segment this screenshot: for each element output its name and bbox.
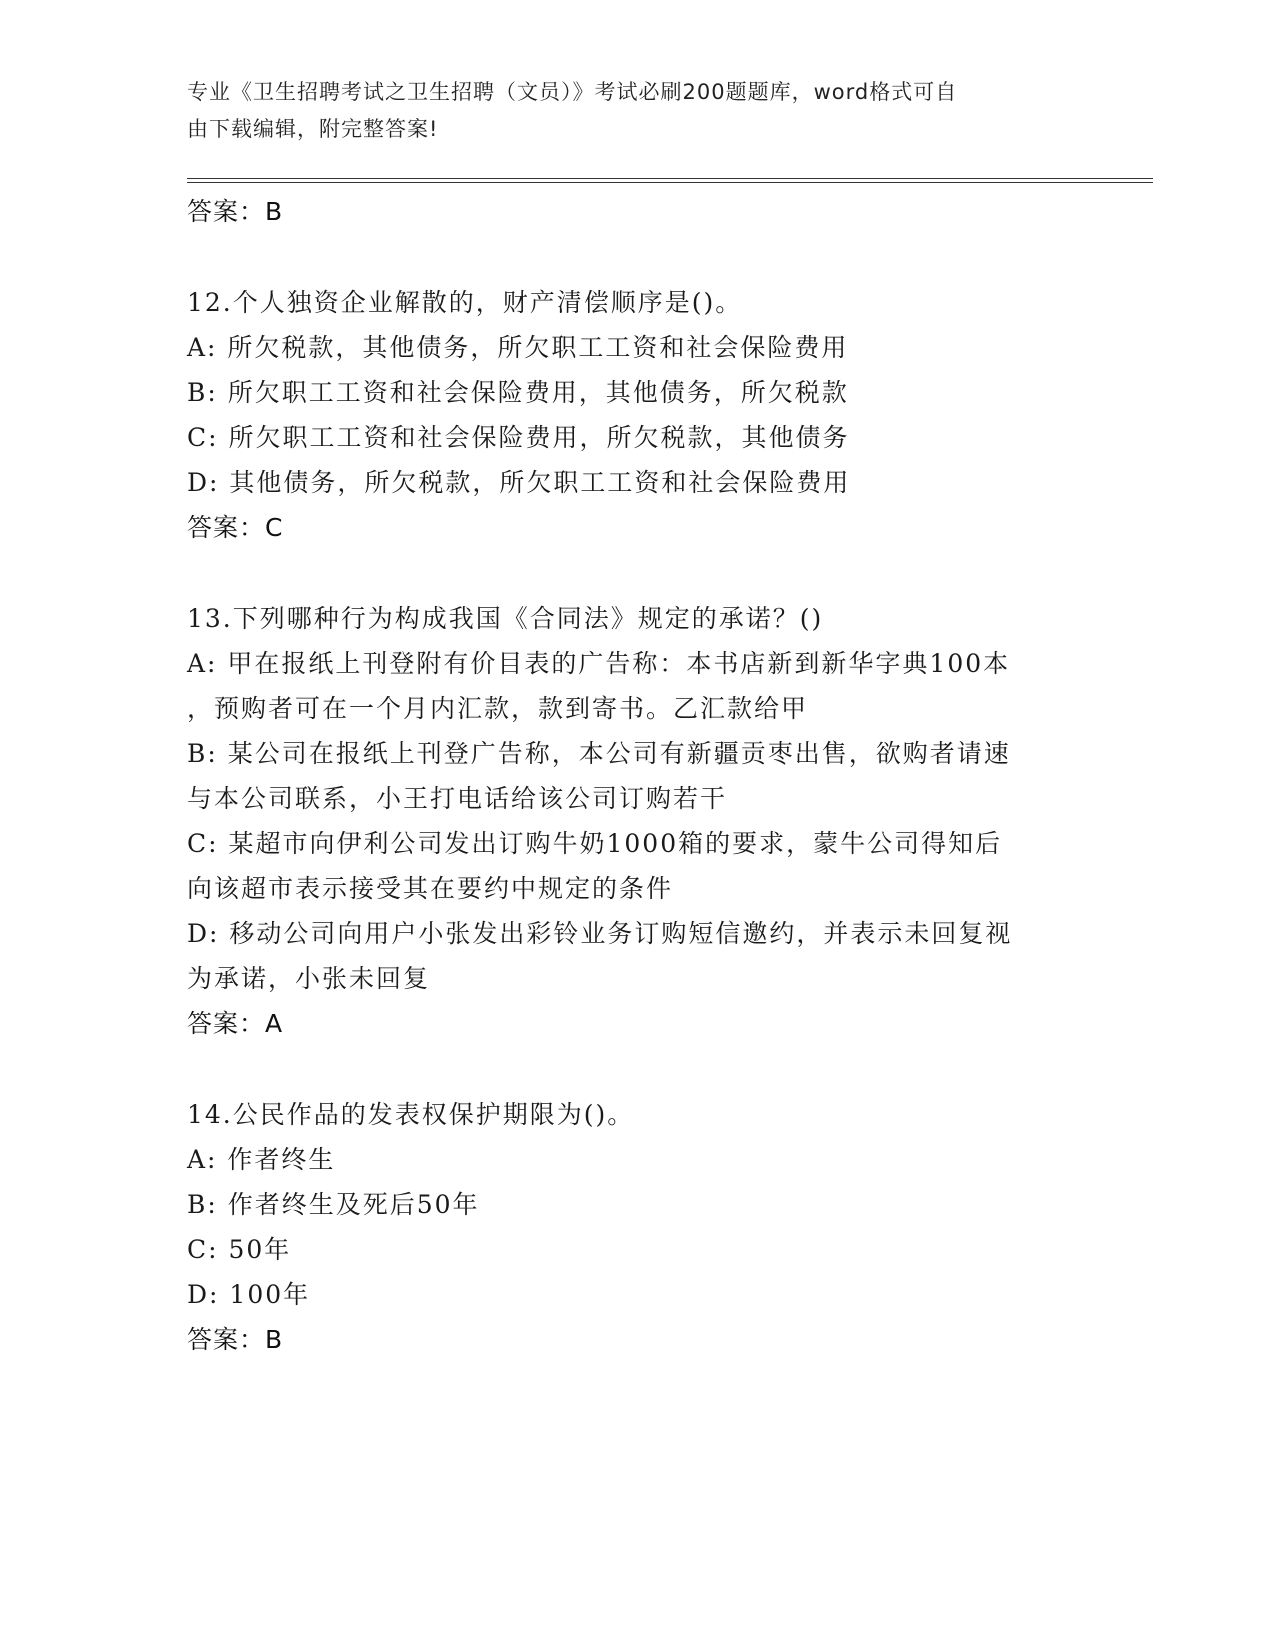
option-a: A: 甲在报纸上刊登附有价目表的广告称：本书店新到新华字典100本 bbox=[187, 649, 1011, 678]
header-rule-bottom bbox=[187, 182, 1153, 183]
spacer bbox=[187, 1046, 1087, 1092]
option-c-continued: 向该超市表示接受其在要约中规定的条件 bbox=[187, 874, 674, 903]
question-stem: 14.公民作品的发表权保护期限为()。 bbox=[187, 1100, 635, 1129]
page-header bbox=[187, 74, 1067, 148]
answer: 答案：C bbox=[187, 513, 284, 542]
header-title-line-2: 由下载编辑，附完整答案! bbox=[187, 117, 439, 141]
option-c: C: 某超市向伊利公司发出订购牛奶1000箱的要求，蒙牛公司得知后 bbox=[187, 829, 1003, 858]
question-12 bbox=[187, 280, 1087, 550]
question-stem: 13.下列哪种行为构成我国《合同法》规定的承诺？() bbox=[187, 604, 824, 633]
option-b: B: 作者终生及死后50年 bbox=[187, 1190, 480, 1219]
option-d: D: 100年 bbox=[187, 1280, 311, 1309]
spacer bbox=[187, 550, 1087, 596]
answer: 答案：A bbox=[187, 1009, 284, 1038]
option-a: A: 所欠税款，其他债务，所欠职工工资和社会保险费用 bbox=[187, 333, 849, 362]
spacer bbox=[187, 234, 1087, 280]
option-d: D: 其他债务，所欠税款，所欠职工工资和社会保险费用 bbox=[187, 468, 851, 497]
option-d: D: 移动公司向用户小张发出彩铃业务订购短信邀约，并表示未回复视 bbox=[187, 919, 1013, 948]
option-d-continued: 为承诺，小张未回复 bbox=[187, 964, 431, 993]
header-title-line-1: 专业《卫生招聘考试之卫生招聘（文员）》考试必刷200题题库，word格式可自 bbox=[187, 80, 958, 104]
option-a-continued: ，预购者可在一个月内汇款，款到寄书。乙汇款给甲 bbox=[187, 694, 809, 723]
question-list bbox=[187, 189, 1087, 1362]
option-b: B: 所欠职工工资和社会保险费用，其他债务，所欠税款 bbox=[187, 378, 849, 407]
option-b: B: 某公司在报纸上刊登广告称，本公司有新疆贡枣出售，欲购者请速 bbox=[187, 739, 1011, 768]
question-13 bbox=[187, 596, 1087, 1046]
option-c: C: 所欠职工工资和社会保险费用，所欠税款，其他债务 bbox=[187, 423, 850, 452]
question-14 bbox=[187, 1092, 1087, 1362]
option-a: A: 作者终生 bbox=[187, 1145, 336, 1174]
answer: 答案：B bbox=[187, 1325, 284, 1354]
prev-answer: 答案：B bbox=[187, 197, 284, 226]
option-b-continued: 与本公司联系，小王打电话给该公司订购若干 bbox=[187, 784, 728, 813]
question-stem: 12.个人独资企业解散的，财产清偿顺序是()。 bbox=[187, 288, 743, 317]
option-c: C: 50年 bbox=[187, 1235, 292, 1264]
header-rule-top bbox=[187, 178, 1153, 179]
